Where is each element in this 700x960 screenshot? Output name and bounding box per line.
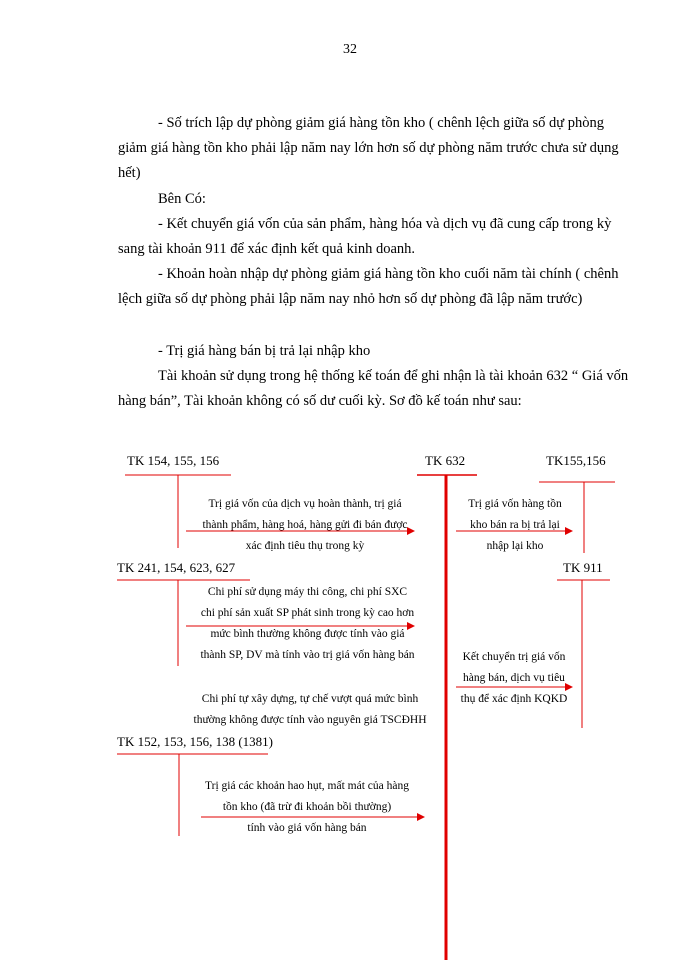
- account-tk632: TK 632: [425, 453, 466, 468]
- account-tk241: TK 241, 154, 623, 627: [117, 560, 236, 575]
- note-hao-hut-mat-mat: Trị giá các khoản hao hụt, mất mát của hàng tồn kho (đã trừ đi khoản bồi thường) tính vào giá vốn hàng bán: [205, 780, 409, 834]
- account-tk155: TK155,156: [546, 453, 606, 468]
- intro-tk-632: Tài khoản sử dụng trong hệ thống kế toán để ghi nhận là tài khoản 632 “ Giá vốn hàng bán”, Tài khoản không có số dư cuối kỳ. Sơ đồ kế toán như sau:: [118, 368, 629, 409]
- note-hang-tra-lai: Trị giá vốn hàng tồn kho bán ra bị trả lại nhập lại kho: [468, 498, 562, 552]
- bullet-ket-chuyen-gia-von: - Kết chuyển giá vốn của sản phẩm, hàng hóa và dịch vụ đã cung cấp trong kỳ sang tài khoản 911 để xác định kết quả kinh doanh.: [118, 216, 612, 257]
- note-gia-von-dich-vu: Trị giá vốn của dịch vụ hoàn thành, trị giá thành phẩm, hàng hoá, hàng gửi đi bán được xác định tiêu thụ trong kỳ: [202, 498, 408, 552]
- note-chi-phi-may-thi-cong: Chi phí sử dụng máy thi công, chi phí SXC chi phí sản xuất SP phát sinh trong kỳ cao hơn mức bình thường không được tính vào giá thành SP, DV mà tính vào trị giá vốn hàng bán: [200, 586, 415, 661]
- bullet-du-phong-trich-lap: - Số trích lập dự phòng giảm giá hàng tồn kho ( chênh lệch giữa số dự phòng giảm giá hàng tồn kho phải lập năm nay lớn hơn số dự phòng năm trước chưa sử dụng hết): [118, 115, 619, 181]
- bullet-hang-ban-tra-lai: - Trị giá hàng bán bị trả lại nhập kho: [158, 343, 371, 359]
- ben-co-heading: Bên Có:: [158, 191, 206, 207]
- account-tk154: TK 154, 155, 156: [127, 453, 220, 468]
- bullet-hoan-nhap-du-phong: - Khoản hoàn nhập dự phòng giảm giá hàng tồn kho cuối năm tài chính ( chênh lệch giữa số dự phòng phải lập năm nay nhỏ hơn số dự phòng đã lập năm trước): [118, 266, 619, 307]
- account-tk911: TK 911: [563, 560, 603, 575]
- note-ket-chuyen-kqkd: Kết chuyển trị giá vốn hàng bán, dịch vụ tiêu thụ để xác định KQKD: [460, 651, 568, 705]
- page-number: 32: [343, 42, 357, 57]
- account-tk152: TK 152, 153, 156, 138 (1381): [117, 734, 273, 749]
- note-chi-phi-tu-xay-dung: Chi phí tự xây dựng, tự chế vượt quá mức bình thường không được tính vào nguyên giá TSCĐHH: [193, 693, 427, 726]
